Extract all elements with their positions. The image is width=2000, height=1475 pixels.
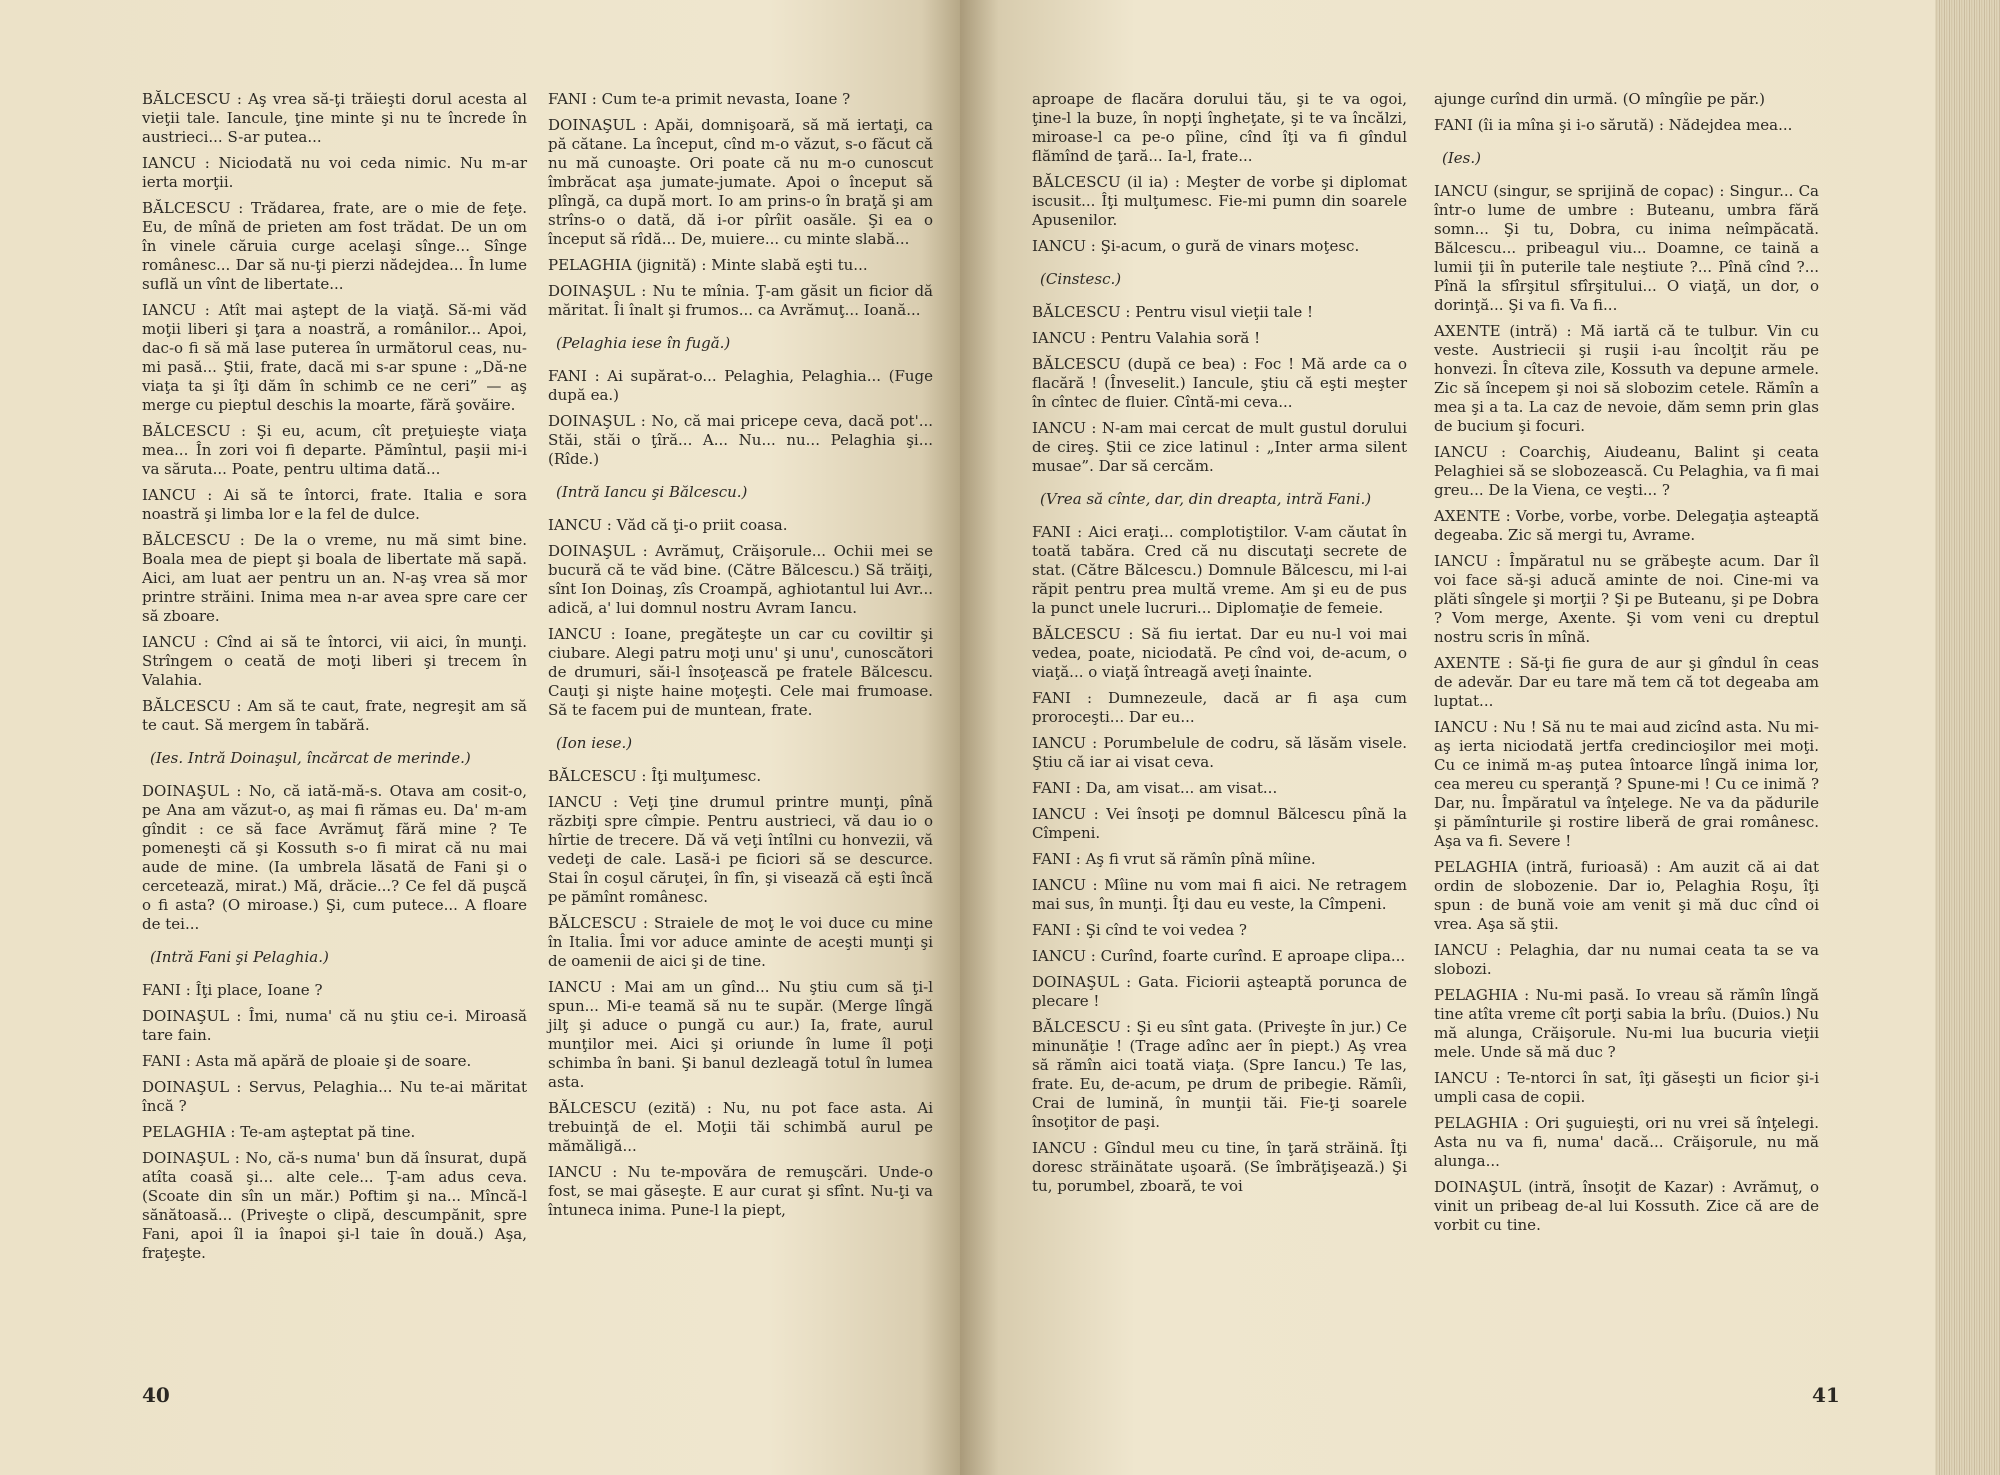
- right-page-column-2: [1434, 90, 1819, 1242]
- dialogue-paragraph: DOINAŞUL : Nu te mînia. Ţ-am găsit un ficior dă măritat. Îi înalt şi frumos... ca Avrămuţ... Ioană...: [548, 282, 933, 319]
- dialogue-paragraph: PELAGHIA : Nu-mi pasă. Io vreau să rămîn lîngă tine atîta vreme cît porţi sabia la brîu. (Duios.) Nu mă alunga, Crăişorule. Nu-mi lua bucuria vieţii mele. Unde să mă duc ?: [1434, 986, 1819, 1061]
- dialogue-paragraph: DOINAŞUL : No, că mai pricepe ceva, dacă pot'... Stăi, stăi o ţîră... A... Nu... nu... Pelaghia şi... (Rîde.): [548, 412, 933, 468]
- dialogue-paragraph: IANCU : Pentru Valahia soră !: [1032, 329, 1261, 347]
- dialogue-paragraph: PELAGHIA (jignită) : Minte slabă eşti tu...: [548, 256, 868, 274]
- right-page: [960, 0, 1935, 1475]
- dialogue-paragraph: BĂLCESCU (ezită) : Nu, nu pot face asta. Ai trebuinţă de el. Moţii tăi schimbă aurul pe mămăligă...: [548, 1099, 933, 1155]
- dialogue-paragraph: DOINAŞUL : Îmi, numa' că nu ştiu ce-i. Miroasă tare fain.: [142, 1007, 527, 1044]
- dialogue-paragraph: PELAGHIA : Te-am aşteptat pă tine.: [142, 1123, 416, 1141]
- dialogue-paragraph: DOINAŞUL (intră, însoţit de Kazar) : Avrămuţ, o vinit un pribeag de-al lui Kossuth. Zice că are de vorbit cu tine.: [1434, 1178, 1819, 1234]
- dialogue-paragraph: IANCU (singur, se sprijină de copac) : Singur... Ca într-o lume de umbre : Buteanu, umbra fără somn... Şi tu, Dobra, cu inima neîmpăcată. Bălcescu... pribeagul viu... Doamne, ce taină a lumii ţii în puterile tale neştiute ?... Pînă cînd ?... Pînă la sfîrşitul sfîrşitului... O viaţă, un dor, o dorinţă... Şi va fi. Va fi...: [1434, 182, 1819, 314]
- page-number-right: 41: [1812, 1383, 1840, 1407]
- dialogue-paragraph: IANCU : Coarchiş, Aiudeanu, Balint şi ceata Pelaghiei să se slobozească. Cu Pelaghia, va fi mai greu... De la Viena, ce veşti... ?: [1434, 443, 1819, 499]
- dialogue-paragraph: IANCU : Nu te-mpovăra de remuşcări. Unde-o fost, se mai găseşte. E aur curat şi sfînt. Nu-ţi va întuneca inima. Pune-l la piept,: [548, 1163, 933, 1219]
- dialogue-paragraph: FANI : Dumnezeule, dacă ar fi aşa cum proroceşti... Dar eu...: [1032, 689, 1407, 726]
- dialogue-paragraph: IANCU : Pelaghia, dar nu numai ceata ta se va slobozi.: [1434, 941, 1819, 978]
- dialogue-paragraph: PELAGHIA (intră, furioasă) : Am auzit că ai dat ordin de slobozenie. Dar io, Pelaghia Roşu, îţi spun : de bună voie am venit şi mă duc cînd oi vrea. Aşa să ştii.: [1434, 858, 1819, 933]
- dialogue-paragraph: IANCU : Niciodată nu voi ceda nimic. Nu m-ar ierta morţii.: [142, 154, 527, 191]
- dialogue-paragraph: BĂLCESCU : Îţi mulţumesc.: [548, 767, 762, 785]
- right-page-column-1: [1032, 90, 1407, 1203]
- dialogue-paragraph: BĂLCESCU : Pentru visul vieţii tale !: [1032, 303, 1313, 321]
- dialogue-paragraph: BĂLCESCU (după ce bea) : Foc ! Mă arde ca o flacără ! (Înveselit.) Iancule, ştiu că eşti meşter în cîntec de fluier. Cîntă-mi ceva...: [1032, 355, 1407, 411]
- dialogue-paragraph: IANCU : N-am mai cercat de mult gustul dorului de cireş. Ştii ce zice latinul : „Inter arma silent musae”. Dar să cercăm.: [1032, 419, 1407, 475]
- dialogue-paragraph: FANI : Aici eraţi... complotiştilor. V-am căutat în toată tabăra. Cred că nu discutaţi secrete de stat. (Către Bălcescu.) Domnule Bălcescu, mi l-ai răpit pentru prea multă vreme. Am şi eu de pus la punct unele lucruri... Diplomaţie de femeie.: [1032, 523, 1407, 617]
- dialogue-paragraph: IANCU : Curînd, foarte curînd. E aproape clipa...: [1032, 947, 1406, 965]
- dialogue-paragraph: BĂLCESCU : De la o vreme, nu mă simt bine. Boala mea de piept şi boala de libertate mă sapă. Aici, am luat aer pentru un an. N-aş vrea să mor printre străini. Inima mea n-ar avea spre care cer să zboare.: [142, 531, 527, 625]
- dialogue-paragraph: IANCU : Mai am un gînd... Nu ştiu cum să ţi-l spun... Mi-e teamă să nu te supăr. (Merge lîngă jilţ şi aduce o pungă cu aur.) Ia, frate, aurul munţilor mei. Aici şi oriunde în lume îl poţi schimba în bani. Şi banul dezleagă totul în lumea asta.: [548, 978, 933, 1091]
- dialogue-paragraph: IANCU : Porumbelule de codru, să lăsăm visele. Ştiu că iar ai visat ceva.: [1032, 734, 1407, 771]
- dialogue-paragraph: IANCU : Atît mai aştept de la viaţă. Să-mi văd moţii liberi şi ţara a noastră, a românilor... Apoi, dac-o fi să mă lase puterea în următorul ceas, nu-mi pasă... Ştii, frate, dacă mi s-ar spune : „Dă-ne viaţa ta şi îţi dăm în schimb ce ne ceri” — aş merge cu pieptul deschis la moarte, fără şovăire.: [142, 301, 527, 414]
- dialogue-paragraph: AXENTE (intră) : Mă iartă că te tulbur. Vin cu veste. Austriecii şi ruşii i-au încolţit rău pe honvezi. În cîteva zile, Kossuth va depune armele. Zic să începem şi noi să slobozim cetele. Rămîn a mea şi a ta. La caz de nevoie, dăm semn prin glas de bucium şi focuri.: [1434, 322, 1819, 435]
- left-page-column-2: [548, 90, 933, 1227]
- dialogue-paragraph: DOINAŞUL : Avrămuţ, Crăişorule... Ochii mei se bucură că te văd bine. (Către Bălcescu.) Să trăiţi, sînt Ion Doinaş, zîs Croampă, aghiotantul lui Avr... adică, a' lui domnul nostru Avram Iancu.: [548, 542, 933, 617]
- dialogue-paragraph: FANI : Da, am visat... am visat...: [1032, 779, 1278, 797]
- dialogue-paragraph: IANCU : Ai să te întorci, frate. Italia e sora noastră şi limba lor e la fel de dulce.: [142, 486, 527, 523]
- dialogue-paragraph: BĂLCESCU : Straiele de moţ le voi duce cu mine în Italia. Îmi vor aduce aminte de aceşti munţi şi de oamenii de aici şi de tine.: [548, 914, 933, 970]
- dialogue-paragraph: IANCU : Şi-acum, o gură de vinars moţesc.: [1032, 237, 1360, 255]
- dialogue-paragraph: IANCU : Ioane, pregăteşte un car cu coviltir şi ciubare. Alegi patru moţi unu' şi unu', cunoscători de drumuri, săi-l însoţească pe fratele Bălcescu. Cauţi şi nişte haine moţeşti. Cele mai frumoase. Să te facem pui de muntean, frate.: [548, 625, 933, 719]
- dialogue-paragraph: BĂLCESCU : Aş vrea să-ţi trăieşti dorul acesta al vieţii tale. Iancule, ţine minte şi nu te încrede în austrieci... S-ar putea...: [142, 90, 527, 146]
- dialogue-paragraph: DOINAŞUL : No, că iată-mă-s. Otava am cosit-o, pe Ana am văzut-o, aş mai fi rămas eu. Da' m-am gîndit : ce să face Avrămuţ fără mine ? Te pomeneşti că şi Kossuth s-o fi mirat că nu mai aude de mine. (Ia umbrela lăsată de Fani şi o cercetează, mirat.) Mă, drăcie...? Ce fel dă puşcă o fi asta? (O miroase.) Şi, cum putece... A floare de tei...: [142, 782, 527, 933]
- dialogue-paragraph: IANCU : Vei însoţi pe domnul Bălcescu pînă la Cîmpeni.: [1032, 805, 1407, 842]
- dialogue-paragraph: FANI : Aş fi vrut să rămîn pînă mîine.: [1032, 850, 1316, 868]
- page-number-left: 40: [142, 1383, 170, 1407]
- dialogue-paragraph: AXENTE : Să-ţi fie gura de aur şi gîndul în ceas de adevăr. Dar eu tare mă tem că tot degeaba am luptat...: [1434, 654, 1819, 710]
- dialogue-paragraph: BĂLCESCU : Am să te caut, frate, negreşit am să te caut. Să mergem în tabără.: [142, 697, 527, 734]
- dialogue-paragraph: BĂLCESCU : Trădarea, frate, are o mie de feţe. Eu, de mînă de prieten am fost trădat. De un om în vinele căruia curge acelaşi sînge... Sînge românesc... Dar să nu-ţi pierzi nădejdea... În lume suflă un vînt de libertate...: [142, 199, 527, 293]
- stage-direction: (Cinstesc.): [1040, 270, 1122, 288]
- dialogue-paragraph: FANI : Cum te-a primit nevasta, Ioane ?: [548, 90, 851, 108]
- dialogue-paragraph: ajunge curînd din urmă. (O mîngîie pe păr.): [1434, 90, 1765, 108]
- dialogue-paragraph: BĂLCESCU : Şi eu sînt gata. (Priveşte în jur.) Ce minunăţie ! (Trage adînc aer în piept.) Aş vrea să rămîn aici toată viaţa. (Spre Iancu.) Te las, frate. Eu, de-acum, pe drum de pribegie. Rămîi, Crai de lumină, în munţii tăi. Fie-ţi soarele însoţitor de paşi.: [1032, 1018, 1407, 1131]
- dialogue-paragraph: DOINAŞUL : No, că-s numa' bun dă însurat, după atîta coasă şi... alte cele... Ţ-am adus ceva. (Scoate din sîn un măr.) Poftim şi na... Mîncă-l sănătoasă... (Priveşte o clipă, descumpănit, spre Fani, apoi îl ia înapoi şi-l taie în două.) Aşa, fraţeşte.: [142, 1149, 527, 1262]
- dialogue-paragraph: IANCU : Te-ntorci în sat, îţi găseşti un ficior şi-i umpli casa de copii.: [1434, 1069, 1819, 1106]
- stage-direction: (Ion iese.): [556, 734, 633, 752]
- dialogue-paragraph: FANI : Asta mă apără de ploaie şi de soare.: [142, 1052, 472, 1070]
- dialogue-paragraph: DOINAŞUL : Gata. Ficiorii aşteaptă porunca de plecare !: [1032, 973, 1407, 1010]
- dialogue-paragraph: AXENTE : Vorbe, vorbe, vorbe. Delegaţia aşteaptă degeaba. Zic să mergi tu, Avrame.: [1434, 507, 1819, 544]
- dialogue-paragraph: IANCU : Nu ! Să nu te mai aud zicînd asta. Nu mi-aş ierta niciodată jertfa credincioşilor mei moţi. Cu ce inimă m-aş putea întoarce lîngă inima lor, cea mereu cu speranţă ? Spune-mi ! Cu ce inimă ? Dar, nu. Împăratul va înţelege. Ne va da pădurile şi pămînturile şi rostire liberă de grai românesc. Aşa va fi. Severe !: [1434, 718, 1819, 850]
- book-page-edges: [1935, 0, 2000, 1475]
- dialogue-paragraph: PELAGHIA : Ori şuguieşti, ori nu vrei să înţelegi. Asta nu va fi, numa' dacă... Crăişorule, nu mă alunga...: [1434, 1114, 1819, 1170]
- dialogue-paragraph: DOINAŞUL : Servus, Pelaghia... Nu te-ai măritat încă ?: [142, 1078, 527, 1115]
- dialogue-paragraph: FANI (îi ia mîna şi i-o sărută) : Nădejdea mea...: [1434, 116, 1793, 134]
- dialogue-paragraph: IANCU : Mîine nu vom mai fi aici. Ne retragem mai sus, în munţi. Îţi dau eu veste, la Cîmpeni.: [1032, 876, 1407, 913]
- dialogue-paragraph: BĂLCESCU : Şi eu, acum, cît preţuieşte viaţa mea... În zori voi fi departe. Pămîntul, paşii mi-i va săruta... Poate, pentru ultima dată...: [142, 422, 527, 478]
- stage-direction: (Intră Iancu şi Bălcescu.): [556, 483, 748, 501]
- dialogue-paragraph: aproape de flacăra dorului tău, şi te va ogoi, ţine-l la buze, în nopţi îngheţate, şi te va încălzi, miroase-l ca pe-o pîine, cînd îţi va fi gîndul flămînd de ţară... Ia-l, frate...: [1032, 90, 1407, 165]
- stage-direction: (Ies.): [1442, 149, 1481, 167]
- left-page: [0, 0, 960, 1475]
- stage-direction: (Intră Fani şi Pelaghia.): [150, 948, 329, 966]
- dialogue-paragraph: IANCU : Împăratul nu se grăbeşte acum. Dar îl voi face să-şi aducă aminte de noi. Cine-mi va plăti sîngele şi morţii ? Şi pe Buteanu, şi pe Dobra ? Vom merge, Axente. Şi vom veni cu dreptul nostru scris în mînă.: [1434, 552, 1819, 646]
- dialogue-paragraph: FANI : Şi cînd te voi vedea ?: [1032, 921, 1247, 939]
- dialogue-paragraph: FANI : Îţi place, Ioane ?: [142, 981, 323, 999]
- dialogue-paragraph: BĂLCESCU (il ia) : Meşter de vorbe şi diplomat iscusit... Îţi mulţumesc. Fie-mi pumn din soarele Apusenilor.: [1032, 173, 1407, 229]
- dialogue-paragraph: FANI : Ai supărat-o... Pelaghia, Pelaghia... (Fuge după ea.): [548, 367, 933, 404]
- dialogue-paragraph: DOINAŞUL : Apăi, domnişoară, să mă iertaţi, ca pă cătane. La început, cînd m-o văzut, s-o făcut că nu mă cunoaşte. Ori poate că nu m-o cunoscut îmbrăcat aşa jumate-jumate. Apoi o început să plîngă, ca după mort. Io am prins-o în braţă şi am strîns-o o dată, dă i-or pîrîit oasăle. Şi ea o început să rîdă... De, muiere... cu minte slabă...: [548, 116, 933, 248]
- stage-direction: (Ies. Intră Doinaşul, încărcat de merinde.): [150, 749, 471, 767]
- stage-direction: (Vrea să cînte, dar, din dreapta, intră Fani.): [1040, 490, 1372, 508]
- dialogue-paragraph: BĂLCESCU : Să fiu iertat. Dar eu nu-l voi mai vedea, poate, niciodată. Pe cînd voi, de-acum, o viaţă... o viaţă întreagă aveţi înainte.: [1032, 625, 1407, 681]
- stage-direction: (Pelaghia iese în fugă.): [556, 334, 731, 352]
- dialogue-paragraph: IANCU : Veţi ţine drumul printre munţi, pînă răzbiţi spre cîmpie. Pentru austrieci, vă dau io o hîrtie de trecere. Dă vă veţi întîlni cu honvezii, vă vedeţi de cale. Lasă-i pe ficiori să se descurce. Stai în coşul căruţei, în fîn, şi visează că eşti încă pe pămînt românesc.: [548, 793, 933, 906]
- dialogue-paragraph: IANCU : Cînd ai să te întorci, vii aici, în munţi. Strîngem o ceată de moţi liberi şi trecem în Valahia.: [142, 633, 527, 689]
- left-page-column-1: [142, 90, 527, 1270]
- dialogue-paragraph: IANCU : Gîndul meu cu tine, în ţară străină. Îţi doresc străinătate uşoară. (Se îmbrăţişează.) Şi tu, porumbel, zboară, te voi: [1032, 1139, 1407, 1195]
- dialogue-paragraph: IANCU : Văd că ţi-o priit coasa.: [548, 516, 788, 534]
